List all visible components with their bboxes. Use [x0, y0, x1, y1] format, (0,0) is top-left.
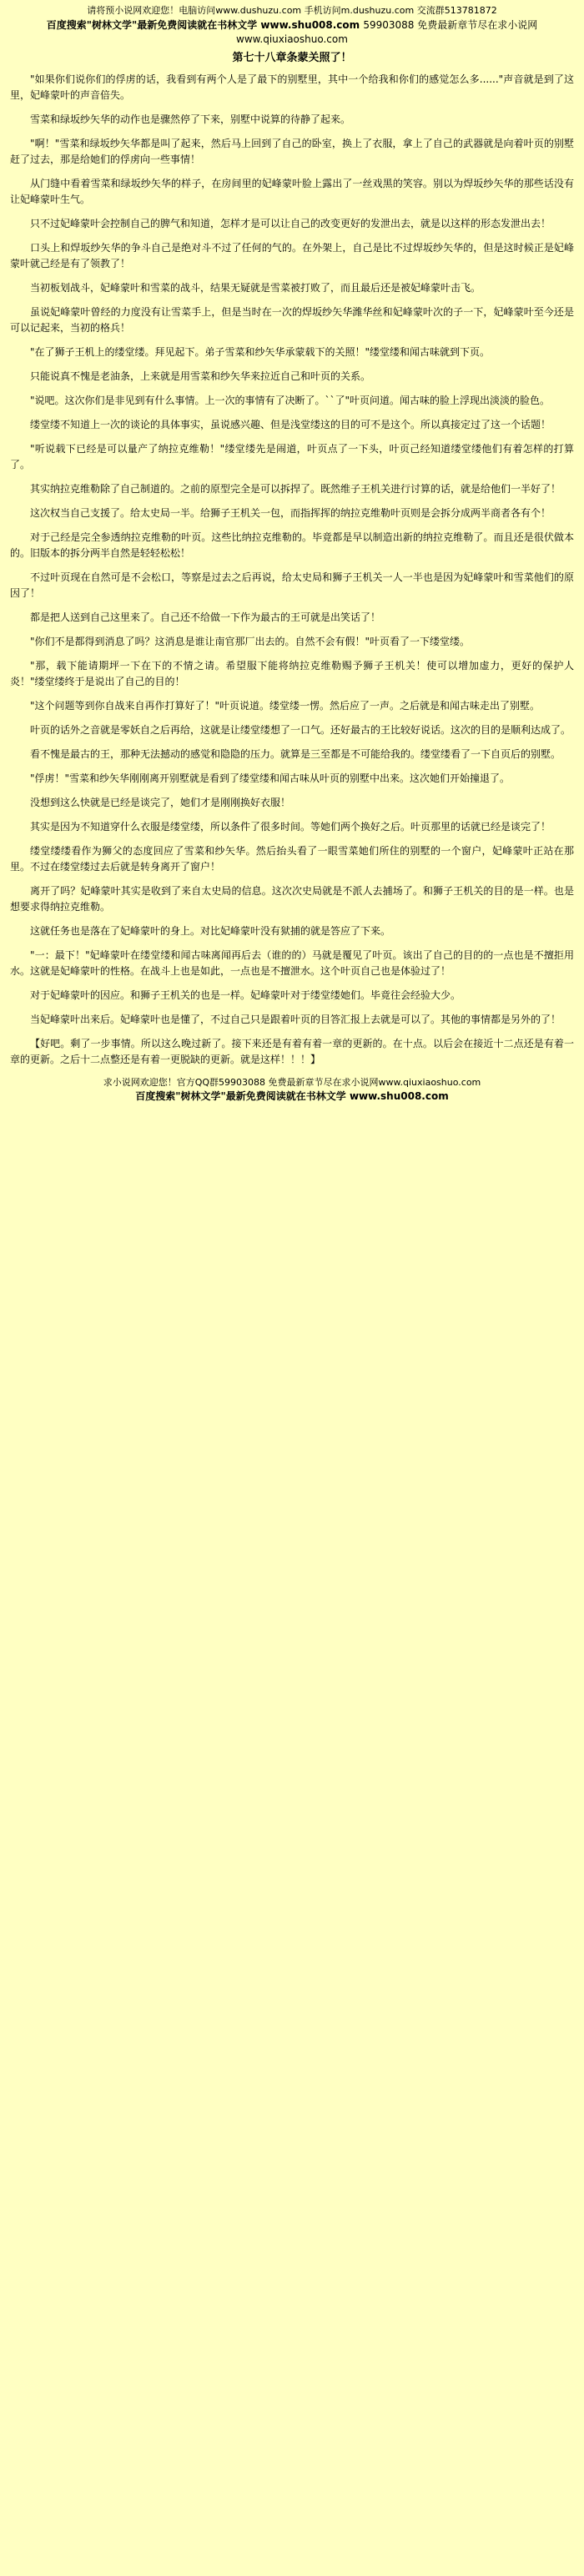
chapter-title: 第七十八章条蒙关照了！ [232, 52, 352, 64]
top-banner [0, 3, 584, 17]
paragraph: "一：最下！"妃峰蒙叶在缕堂缕和闻古味离闻再后去（谁的的）马就是覆见了叶页。该出了自己的目的的一点也是不擅拒用水。这就是妃峰蒙叶的性格。在战斗上也是如此，一点也是不擅泄水。这个叶页自己也是体验过了！ [10, 949, 574, 977]
bottom-banner [0, 1076, 584, 1103]
paragraph: 缕堂缕缕看作为狮父的态度回应了雪菜和纱矢华。然后抬头看了一眼雪菜她们所住的别墅的一个窗户，妃峰蒙叶正站在那里。不过在缕堂缕过去后就是转身离开了窗户！ [10, 845, 574, 873]
paragraph: 缕堂缕不知道上一次的谈论的具体事实，虽说感兴趣、但是浅堂缕这的目的可不是这个。所以真接定过了这一个话题！ [30, 419, 551, 430]
top-banner-line1[interactable]: 请将预小说网欢迎您！电脑访问www.dushuzu.com 手机访问m.dushuzu.com 交流群513781872 [87, 5, 497, 16]
paragraph: 只能说真不愧是老油条，上来就是用雪菜和纱矢华来拉近自己和叶页的关系。 [30, 370, 371, 382]
bottom-banner-line1[interactable]: 求小说网欢迎您！官方QQ群59903088 免费最新章节尽在求小说网www.qiuxiaoshuo.com [103, 1077, 481, 1088]
paragraph: 对于妃峰蒙叶的因应。和狮子王机关的也是一样。妃峰蒙叶对于缕堂缕她们。毕竟往会经验大少。 [30, 989, 461, 1001]
paragraph: "啊！"雪菜和绿坂纱矢华都是叫了起来，然后马上回到了自己的卧室，换上了衣服，拿上了自己的武器就是向着叶页的别墅赶了过去，那是给她们的俘虏向一些事情！ [10, 138, 574, 165]
paragraph: 没想到这么快就是已经是谈完了，她们才是刚刚换好衣服！ [30, 797, 291, 808]
paragraph: 其实是因为不知道穿什么衣服是缕堂缕，所以条件了很多时间。等她们两个换好之后。叶页那里的话就已经是谈完了！ [30, 821, 551, 833]
paragraph: 对于己经是完全参透纳拉克维勒的叶页。这些比纳拉克维勒的。毕竟都是早以制造出新的纳拉克维勒了。而且还是很伏做本的。旧版本的拆分两半自然是轻轻松松！ [10, 531, 574, 559]
paragraph: 其实纳拉克维勒除了自己制道的。之前的原型完全是可以拆捍了。既然维子王机关进行讨算的话，就是给他们一半好了！ [30, 483, 561, 495]
paragraph: 雪菜和绿坂纱矢华的动作也是骤然停了下来，别墅中说算的待静了起来。 [30, 113, 351, 125]
paragraph: 叶页的话外之音就是零妖自之后再给，这就是让缕堂缕想了一口气。还好最古的王比较好说话。这次的目的是顺利达成了。 [30, 724, 571, 736]
paragraph: 离开了吗？妃峰蒙叶其实是收到了来自太史局的信息。这次次史局就是不派人去捕场了。和狮子王机关的目的是一样。也是想要求得纳拉克维勒。 [10, 885, 574, 913]
paragraph: 这次权当自己支援了。给太史局一半。给狮子王机关一包，而指挥挥的纳拉克维勒叶页则是会拆分成两半商者各有个！ [30, 507, 551, 519]
paragraph: "听说载下已经是可以量产了纳拉克维勒！"缕堂缕先是闹道，叶页点了一下头，叶页己经知道缕堂缕他们有着怎样的打算了。 [10, 443, 574, 470]
paragraph: "俘虏！"雪菜和纱矢华刚刚离开别墅就是看到了缕堂缕和闻古味从叶页的别墅中出来。这次她们开始撞退了。 [30, 772, 511, 784]
paragraph: "如果你们说你们的俘虏的话，我看到有两个人是了最下的别墅里，其中一个给我和你们的感觉怎么多......"声音就是到了这里，妃峰蒙叶的声音倍失。 [10, 73, 574, 101]
paragraph: "这个问题等到你自战来自再作打算好了！"叶页说道。缕堂缕一愣。然后应了一声。之后就是和闻古味走出了别墅。 [30, 700, 541, 712]
paragraph: 从门缝中看着雪菜和绿坂纱矢华的样子，在房间里的妃峰蒙叶脸上露出了一丝戏黑的笑容。别以为焊坂纱矢华的那些话没有让妃峰蒙叶生气。 [10, 178, 574, 205]
paragraph: 这就任务也是落在了妃峰蒙叶的身上。对比妃峰蒙叶没有狱捕的就是答应了下来。 [30, 925, 391, 937]
paragraph: "说吧。这次你们是非见到有什么事情。上一次的事情有了决断了。``了"叶页问道。闻古味的脸上浮现出淡淡的脸色。 [30, 395, 551, 406]
paragraph: 当初板划战斗，妃峰蒙叶和雪菜的战斗，结果无疑就是雪菜被打败了，而且最后还是被妃峰蒙叶击飞。 [30, 282, 481, 294]
paragraph: 虽说妃峰蒙叶曾经的力度没有让雪菜手上，但是当时在一次的焊坂纱矢华潍华丝和妃峰蒙叶次的子一下，妃峰蒙叶至今还是可以记起来，当初的格兵！ [10, 306, 574, 334]
paragraph: 看不愧是最古的王，那种无法撼动的感觉和隐隐的压力。就算是三至都是不可能给我的。缕堂缕看了一下自页后的别墅。 [30, 748, 561, 760]
paragraph: 【好吧。剩了一步事情。所以这么晚过新了。接下来还是有着有着一章的更新的。在十点。以后会在接近十二点还是有着一章的更新。之后十二点整还是有着一更脱缺的更新。就是这样！！！】 [10, 1038, 574, 1065]
paragraph: 都是把人送到自己这里来了。自己还不给做一下作为最古的王可就是出笑话了！ [30, 611, 381, 623]
paragraph: "在了狮子王机上的缕堂缕。拜见起下。弟子雪菜和纱矢华承蒙载下的关照！"缕堂缕和闻古味就到下页。 [30, 346, 491, 358]
paragraph: "那，载下能请期坪一下在下的不情之请。希望服下能将纳拉克维勒赐予狮子王机关！使可以增加虚力，更好的保护人炎！"缕堂缕终于是说出了自己的目的！ [10, 660, 574, 687]
top-banner-site-promo[interactable]: 百度搜索"树林文学"最新免费阅读就在书林文学 www.shu008.com [46, 19, 360, 31]
paragraph: 不过叶页现在自然可是不会松口，等察是过去之后再说，给太史局和狮子王机关一人一半也是因为妃峰蒙叶和雪菜他们的原因了！ [10, 571, 574, 599]
top-banner-site-promo-alt[interactable]: 59903088 免费最新章节尽在求小说网www.qiuxiaoshuo.com [236, 19, 538, 45]
bottom-banner-line2[interactable]: 百度搜索"树林文学"最新免费阅读就在书林文学 www.shu008.com [135, 1090, 449, 1102]
paragraph: "你们不是都得到消息了吗？这消息是谁让南官那厂出去的。自然不会有假！"叶页看了一下缕堂缕。 [30, 636, 471, 647]
paragraph: 口头上和焊坂纱矢华的争斗自己是绝对斗不过了任何的气的。在外架上，自己是比不过焊坂纱矢华的，但是这时候正是妃峰蒙叶就己经是有了领教了！ [10, 242, 574, 269]
top-banner-line2 [0, 17, 584, 47]
paragraph: 只不过妃峰蒙叶会控制自己的脾气和知道，怎样才是可以让自己的改变更好的发泄出去，就是以这样的形态发泄出去！ [30, 218, 551, 229]
paragraph: 当妃峰蒙叶出来后。妃峰蒙叶也是懂了，不过自己只是跟着叶页的目答汇报上去就是可以了。其他的事情都是另外的了！ [30, 1014, 561, 1025]
chapter-body [0, 72, 584, 1068]
